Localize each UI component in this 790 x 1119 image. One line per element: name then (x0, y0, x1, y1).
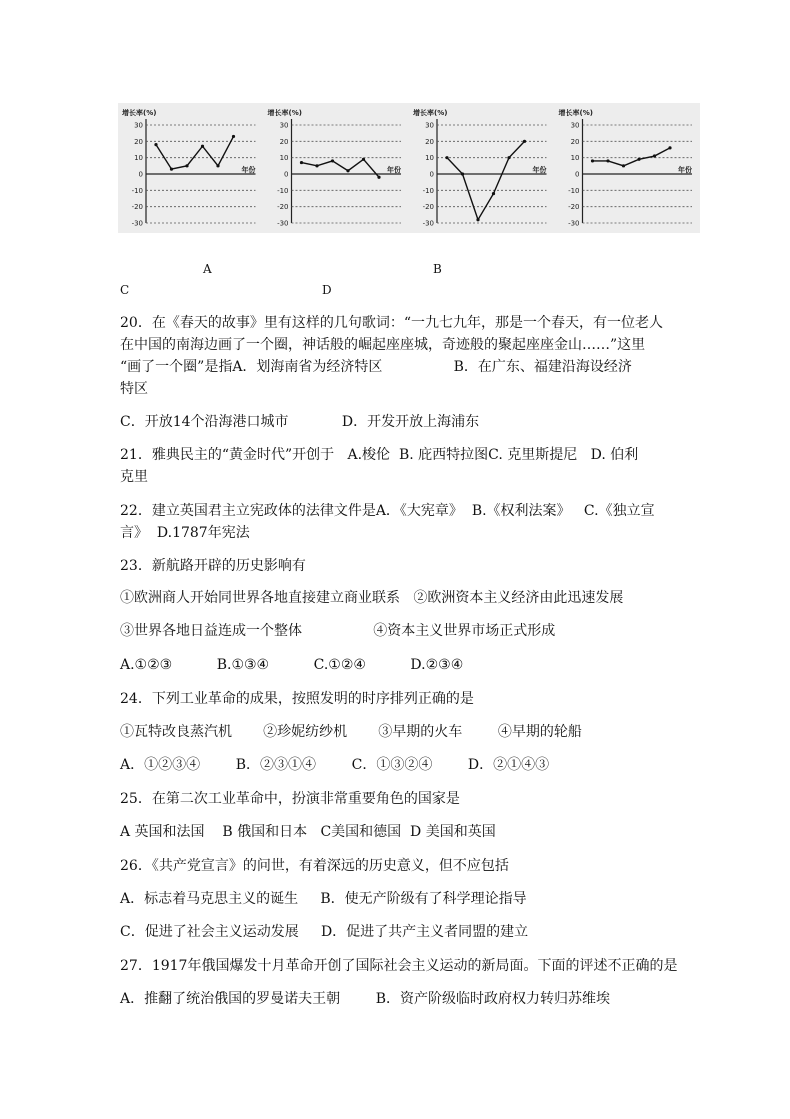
q22-line-2: 言》 D.1787年宪法 (120, 525, 250, 541)
q20-line-2: 在中国的南海边画了一个圈，神话般的崛起座座城，奇迹般的聚起座座金山……”这里 (120, 337, 646, 353)
figure-label-a: A (203, 262, 212, 276)
chart-3-tick-label-2: 10 (570, 154, 580, 163)
chart-1-point-3 (346, 169, 349, 172)
q20-line-4: 特区 (120, 381, 148, 397)
q22-line-1: 22．建立英国君主立宪政体的法律文件是A．《大宪章》 B.《权利法案》 C.《独立宣 (120, 503, 655, 519)
q24-options: A．①②③④ B．②③①④ C．①③②④ D．②①④③ (120, 757, 550, 773)
q25-options: A 英国和法国 B 俄国和日本 C美国和德国 D 美国和英国 (120, 824, 496, 840)
chart-1-tick-label-0: 30 (279, 121, 289, 130)
chart-1-point-1 (315, 164, 318, 167)
chart-3-point-1 (606, 159, 609, 162)
q23-items-1-2: ①欧洲商人开始同世界各地直接建立商业联系 ②欧洲资本主义经济由此迅速发展 (120, 590, 624, 606)
chart-0-tick-label-3: 0 (138, 170, 143, 179)
growth-rate-charts-figure (118, 103, 700, 233)
charts-svg (118, 103, 700, 233)
chart-1-point-2 (331, 159, 334, 162)
chart-1-tick-label-2: 10 (279, 154, 289, 163)
q27-stem: 27．1917年俄国爆发十月革命开创了国际社会主义运动的新局面。下面的评述不正确的是 (120, 958, 678, 974)
chart-1-xlabel: 年份 (387, 166, 401, 174)
q24-items: ①瓦特改良蒸汽机 ②珍妮纺纱机 ③早期的火车 ④早期的轮船 (120, 724, 582, 740)
q21-line-2: 克里 (120, 469, 148, 485)
chart-3-point-4 (653, 154, 656, 157)
chart-1-point-5 (377, 176, 380, 179)
chart-0-tick-label-0: 30 (134, 121, 143, 130)
q21-line-1: 21．雅典民主的“黄金时代”开创于 A.梭伦 B. 庇西特拉图C. 克里斯提尼 D. 伯利 (120, 447, 639, 463)
chart-1-tick-label-6: -30 (277, 219, 289, 228)
figure-label-b: B (433, 262, 442, 276)
chart-2-tick-label-0: 30 (425, 121, 434, 130)
chart-0-tick-label-2: 10 (134, 154, 143, 163)
chart-2-point-4 (507, 156, 510, 159)
chart-3-xlabel: 年份 (678, 166, 692, 174)
chart-2-point-5 (523, 140, 526, 143)
chart-0-point-4 (216, 164, 219, 167)
chart-1-ylabel: 增长率(%) (267, 109, 302, 117)
q23-items-3-4: ③世界各地日益连成一个整体 ④资本主义世界市场正式形成 (120, 623, 556, 639)
chart-1-tick-label-4: -10 (277, 186, 289, 195)
figure-label-d: D (322, 283, 332, 297)
chart-3-tick-label-6: -30 (568, 219, 580, 228)
chart-2-point-1 (461, 172, 464, 175)
chart-0-point-3 (201, 145, 204, 148)
chart-2-tick-label-3: 0 (429, 170, 434, 179)
q24-stem: 24．下列工业革命的成果，按照发明的时序排列正确的是 (120, 691, 474, 707)
chart-3-point-3 (637, 158, 640, 161)
chart-0-point-2 (185, 164, 188, 167)
figure-label-c: C (120, 283, 130, 297)
chart-2-point-3 (492, 192, 495, 195)
q26-options-ab: A．标志着马克思主义的诞生 B．使无产阶级有了科学理论指导 (120, 891, 527, 907)
q26-stem: 26．《共产党宣言》的问世，有着深远的历史意义，但不应包括 (120, 858, 509, 874)
chart-3-tick-label-0: 30 (570, 121, 580, 130)
chart-2-series-line (447, 141, 525, 219)
chart-2-point-0 (445, 156, 448, 159)
chart-2-tick-label-4: -10 (422, 186, 434, 195)
chart-3-point-2 (622, 164, 625, 167)
chart-1-point-0 (300, 161, 303, 164)
chart-0-tick-label-4: -10 (131, 186, 143, 195)
chart-1-tick-label-3: 0 (284, 170, 289, 179)
chart-3-tick-label-5: -20 (568, 203, 580, 212)
chart-2-tick-label-6: -30 (422, 219, 434, 228)
chart-0-tick-label-1: 20 (134, 137, 143, 146)
q23-stem: 23．新航路开辟的历史影响有 (120, 558, 306, 574)
chart-3-point-5 (668, 146, 671, 149)
chart-1-point-4 (362, 158, 365, 161)
chart-2-point-2 (476, 218, 479, 221)
q26-options-cd: C．促进了社会主义运动发展 D．促进了共产主义者同盟的建立 (120, 924, 529, 940)
chart-0-point-5 (232, 135, 235, 138)
chart-3-series-line (593, 148, 671, 166)
chart-0-point-0 (154, 143, 157, 146)
q20-options-cd: C．开放14个沿海港口城市 D．开发开放上海浦东 (120, 414, 480, 430)
chart-0-tick-label-5: -20 (131, 203, 143, 212)
chart-3-tick-label-1: 20 (570, 137, 580, 146)
q20-line-3: “画了一个圈”是指A．划海南省为经济特区 B．在广东、福建沿海设经济 (120, 359, 632, 375)
chart-0-xlabel: 年份 (241, 166, 256, 174)
chart-3-point-0 (591, 159, 594, 162)
chart-2-ylabel: 增长率(%) (413, 109, 448, 117)
q27-options-ab: A．推翻了统治俄国的罗曼诺夫王朝 B．资产阶级临时政府权力转归苏维埃 (120, 991, 610, 1007)
chart-0-point-1 (170, 168, 173, 171)
q25-stem: 25．在第二次工业革命中，扮演非常重要角色的国家是 (120, 791, 460, 807)
chart-0-ylabel: 增长率(%) (122, 109, 157, 117)
chart-3-tick-label-3: 0 (575, 170, 580, 179)
chart-2-xlabel: 年份 (532, 166, 547, 174)
chart-1-tick-label-5: -20 (277, 203, 289, 212)
chart-3-tick-label-4: -10 (568, 186, 580, 195)
q23-options: A.①②③ B.①③④ C.①②④ D.②③④ (120, 657, 464, 673)
q20-line-1: 20．在《春天的故事》里有这样的几句歌词：“一九七九年，那是一个春天，有一位老人 (120, 315, 663, 331)
chart-2-tick-label-5: -20 (422, 203, 434, 212)
chart-2-tick-label-1: 20 (425, 137, 434, 146)
chart-3-ylabel: 增长率(%) (558, 109, 593, 117)
chart-0-tick-label-6: -30 (131, 219, 143, 228)
chart-2-tick-label-2: 10 (425, 154, 434, 163)
chart-1-tick-label-1: 20 (279, 137, 289, 146)
